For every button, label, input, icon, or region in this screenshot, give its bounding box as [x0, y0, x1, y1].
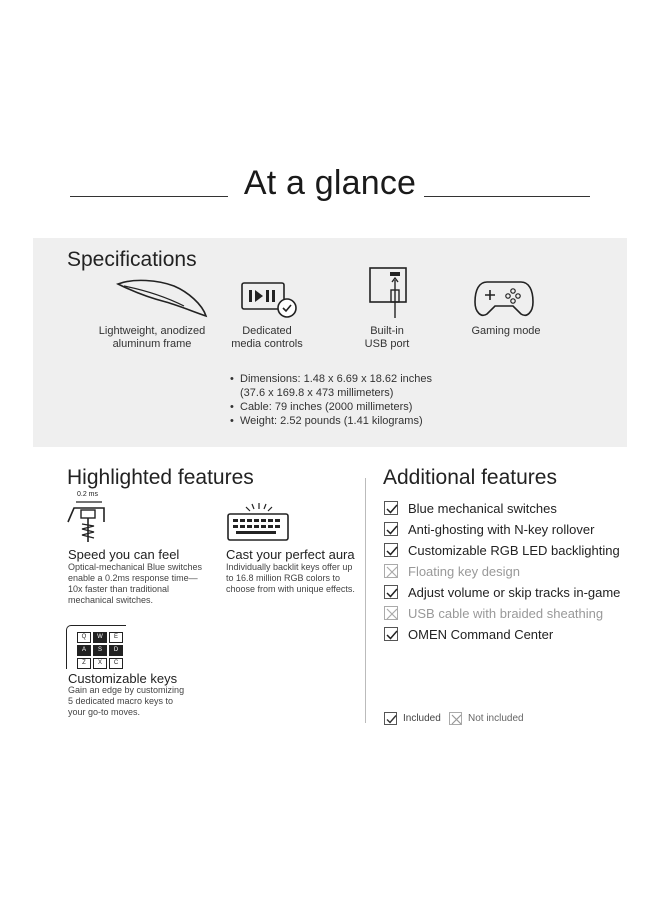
- feature-keys-title: Customizable keys: [68, 671, 178, 686]
- title-rule-right: [424, 196, 590, 197]
- checkmark-icon: [384, 712, 397, 725]
- feature-speed-title: Speed you can feel: [68, 547, 180, 562]
- checkmark-icon: [384, 522, 398, 536]
- x-mark-icon: [384, 564, 398, 578]
- highlighted-features-heading: Highlighted features: [67, 466, 254, 489]
- additional-feature-item: [384, 499, 557, 517]
- keycap: Q: [77, 632, 91, 643]
- additional-features-heading: Additional features: [383, 466, 557, 489]
- gamepad-icon: [473, 278, 535, 320]
- additional-feature-label: Adjust volume or skip tracks in-game: [408, 584, 621, 600]
- x-mark-icon: [449, 712, 462, 725]
- usb-port-icon: [368, 266, 408, 320]
- checkmark-icon: [384, 585, 398, 599]
- feature-keys-desc: Gain an edge by customizing 5 dedicated macro keys to your go-to moves.: [68, 685, 185, 717]
- page-title: At a glance: [243, 164, 417, 202]
- keycap: S: [93, 645, 107, 656]
- keycap: Z: [77, 658, 91, 669]
- backlit-keyboard-icon: [226, 502, 292, 542]
- keycap: E: [109, 632, 123, 643]
- keycap: W: [93, 632, 107, 643]
- additional-feature-item: [384, 625, 553, 643]
- checkmark-icon: [384, 543, 398, 557]
- x-mark-icon: [384, 606, 398, 620]
- additional-feature-label: Anti-ghosting with N-key rollover: [408, 521, 595, 537]
- macro-keys-icon: [66, 625, 126, 669]
- spec-label-gaming: Gaming mode: [471, 325, 541, 337]
- specifications-heading: Specifications: [67, 248, 197, 271]
- legend-included-label: Included: [403, 713, 441, 724]
- spec-label-usb: Built-in USB port: [364, 325, 410, 350]
- checkmark-icon: [384, 627, 398, 641]
- feature-aura-title: Cast your perfect aura: [226, 547, 355, 562]
- feature-speed-desc: Optical-mechanical Blue switches enable a 0.2ms response time— 10x faster than traditional mechanical switches.: [68, 562, 203, 605]
- additional-feature-label: Blue mechanical switches: [408, 500, 557, 516]
- spec-details: [230, 372, 432, 428]
- keycap: D: [109, 645, 123, 656]
- legend-not-included-label: Not included: [468, 713, 524, 724]
- feather-icon: [114, 276, 210, 320]
- spec-label-media: Dedicated media controls: [231, 325, 303, 350]
- switch-timing-label: 0.2 ms: [77, 491, 99, 498]
- additional-feature-item: [384, 520, 594, 538]
- additional-feature-item: [384, 583, 620, 601]
- column-divider: [365, 478, 366, 723]
- keycap: A: [77, 645, 91, 656]
- additional-feature-item: [384, 562, 520, 580]
- keycap: X: [93, 658, 107, 669]
- spec-label-frame: Lightweight, anodized aluminum frame: [98, 325, 206, 350]
- spec-detail-cable: • Cable: 79 inches (2000 millimeters): [230, 400, 432, 414]
- media-controls-icon: [240, 280, 300, 320]
- additional-feature-item: [384, 604, 603, 622]
- additional-feature-label: OMEN Command Center: [408, 626, 554, 642]
- legend-not-included: [449, 712, 524, 725]
- additional-feature-label: USB cable with braided sheathing: [408, 605, 604, 621]
- spec-detail-dimensions: • Dimensions: 1.48 x 6.69 x 18.62 inches (37.6 x 169.8 x 473 millimeters): [230, 372, 432, 400]
- legend-included: [384, 712, 441, 725]
- additional-feature-label: Customizable RGB LED backlighting: [408, 542, 620, 558]
- spec-detail-weight: • Weight: 2.52 pounds (1.41 kilograms): [230, 414, 432, 428]
- additional-feature-item: [384, 541, 620, 559]
- additional-feature-label: Floating key design: [408, 563, 521, 579]
- feature-aura-desc: Individually backlit keys offer up to 16.8 million RGB colors to choose from with unique effects.: [226, 562, 355, 594]
- checkmark-icon: [384, 501, 398, 515]
- switch-icon: [66, 498, 110, 544]
- keycap: C: [109, 658, 123, 669]
